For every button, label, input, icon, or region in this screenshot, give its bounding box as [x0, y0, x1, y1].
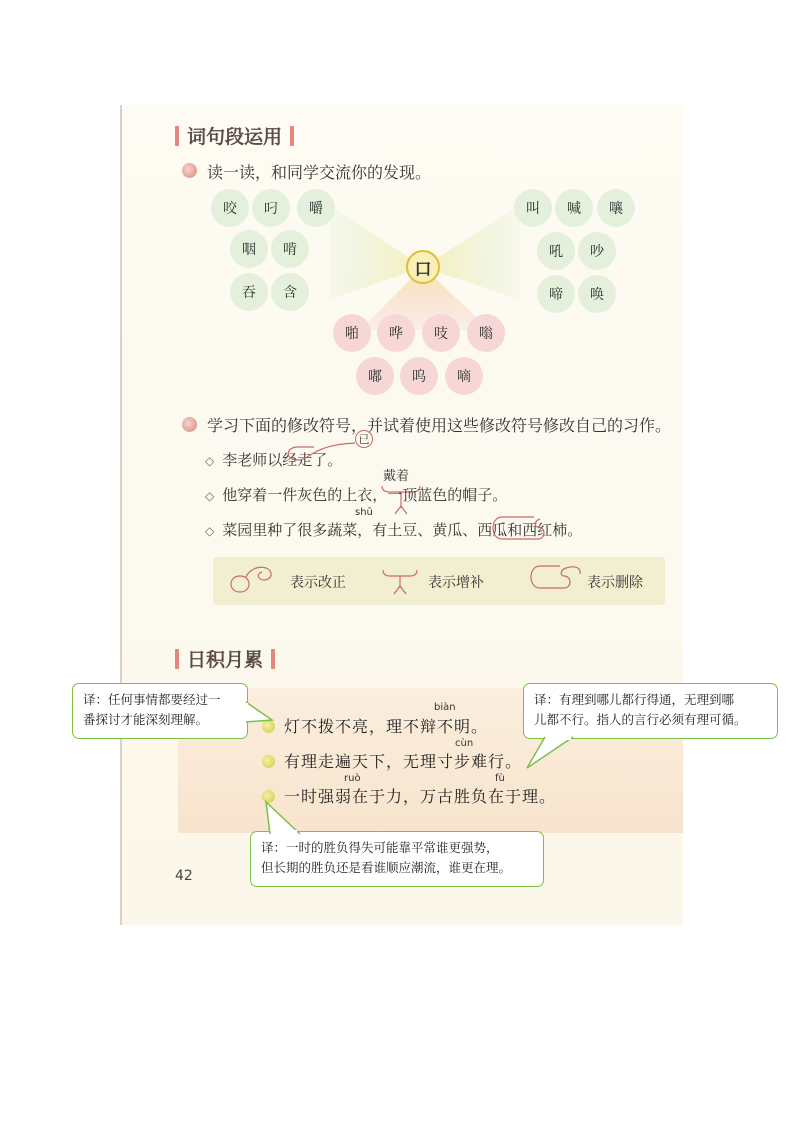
char-bubble: 吞	[230, 273, 268, 311]
char-bubble: 嗡	[467, 314, 505, 352]
char-bubble: 唤	[578, 275, 616, 313]
proverb-1: 灯不拨不亮，理不辩不明。	[284, 717, 489, 736]
edit-sentence-1: ◇ 李老师以经走了。	[205, 451, 343, 469]
exercise-1-instruction: 读一读，和同学交流你的发现。	[207, 163, 432, 182]
pinyin-bian: biàn	[434, 702, 456, 713]
title-bar-right	[271, 649, 275, 669]
char-bubble: 嘀	[445, 357, 483, 395]
legend-insert: 表示增补	[428, 575, 484, 591]
insertion-note: 戴着	[383, 469, 410, 484]
proverb-3: 一时强弱在于力，万古胜负在于理。	[284, 787, 557, 806]
char-bubble: 哗	[377, 314, 415, 352]
correction-mark	[280, 435, 380, 475]
pinyin-ruo: ruò	[344, 773, 361, 784]
char-bubble: 含	[271, 273, 309, 311]
pinyin-fu: fù	[495, 773, 505, 784]
bullet-dot	[262, 755, 275, 768]
char-bubble: 啼	[537, 275, 575, 313]
exercise-2-icon	[182, 417, 197, 432]
section-title-ri-ji-yue-lei: 日积月累	[175, 645, 275, 672]
callout-tail-2	[525, 736, 585, 776]
callout-tail-1	[240, 700, 280, 730]
char-bubble: 吵	[578, 232, 616, 270]
callout-tail-3	[258, 800, 318, 836]
callout-translation-1: 译：任何事情都要经过一 番探讨才能深刻理解。	[72, 683, 248, 739]
pinyin-shu: shū	[355, 507, 373, 518]
char-bubble: 咬	[211, 189, 249, 227]
legend-correct: 表示改正	[290, 575, 346, 591]
diamond-icon: ◇	[205, 454, 215, 468]
edit-sentence-2: ◇ 他穿着一件灰色的上衣，一顶蓝色的帽子。	[205, 486, 508, 504]
diamond-icon: ◇	[205, 524, 215, 538]
char-bubble: 啪	[333, 314, 371, 352]
char-bubble: 吱	[422, 314, 460, 352]
char-bubble: 嘟	[356, 357, 394, 395]
char-bubble: 叼	[252, 189, 290, 227]
callout-translation-2: 译：有理到哪儿都行得通，无理到哪 儿都不行。指人的言行必须有理可循。	[523, 683, 778, 739]
title-bar-left	[175, 649, 179, 669]
legend-delete: 表示删除	[587, 575, 643, 591]
char-bubble: 嚼	[297, 189, 335, 227]
char-bubble: 吼	[537, 232, 575, 270]
section-title-ci-ju-duan: 词句段运用	[175, 122, 294, 149]
char-bubble: 咽	[230, 230, 268, 268]
char-bubble: 啃	[271, 230, 309, 268]
correction-symbol-icon	[226, 562, 278, 596]
edit-sentence-3: ◇ 菜园里种了很多蔬菜，有土豆、黄瓜、西瓜和西红柿。	[205, 521, 583, 539]
insertion-symbol-icon	[380, 566, 420, 596]
char-bubble: 嚷	[597, 189, 635, 227]
pinyin-cun: cùn	[455, 738, 474, 749]
callout-translation-3: 译：一时的胜负得失可能靠平常谁更强势， 但长期的胜负还是看谁顺应潮流，谁更在理。	[250, 831, 544, 887]
exercise-2-instruction: 学习下面的修改符号，并试着使用这些修改符号修改自己的习作。	[207, 416, 672, 435]
correction-note: 已	[355, 430, 373, 448]
diamond-icon: ◇	[205, 489, 215, 503]
proverb-2: 有理走遍天下，无理寸步难行。	[284, 752, 523, 771]
center-char-kou: 口	[406, 250, 440, 284]
char-bubble: 叫	[514, 189, 552, 227]
deletion-mark	[488, 513, 568, 545]
page-number: 42	[175, 868, 193, 884]
deletion-symbol-icon	[526, 560, 584, 596]
char-bubble: 喊	[555, 189, 593, 227]
char-bubble: 呜	[400, 357, 438, 395]
